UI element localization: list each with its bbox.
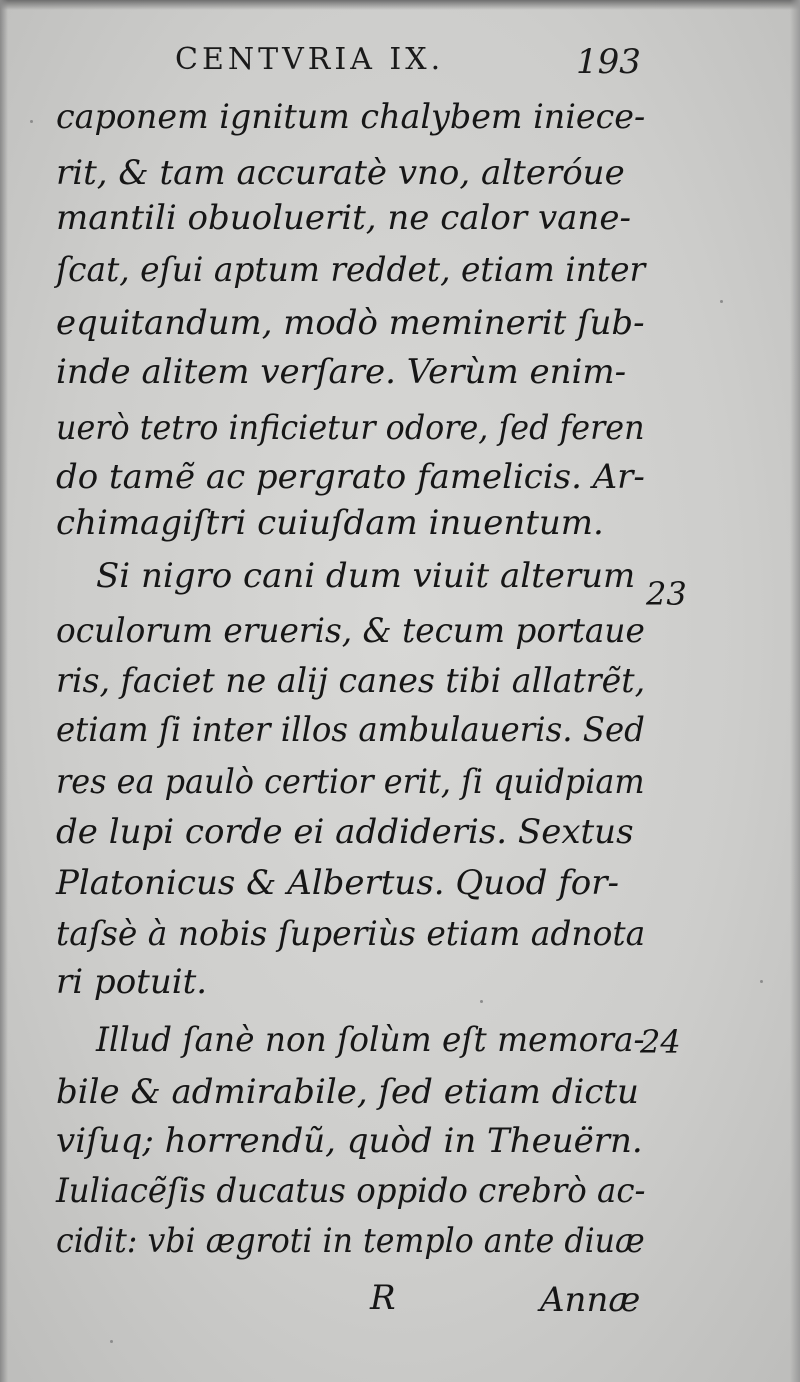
text-line: uerò tetro inficietur odore, ſed feren (56, 408, 645, 448)
paper-speck (720, 300, 723, 303)
text-line: taſsè à nobis ſuperiùs etiam adnota (56, 914, 646, 954)
text-line: caponem ignitum chalybem iniece- (56, 97, 646, 137)
page-shadow-left (0, 0, 8, 1382)
text-line: chimagiſtri cuiuſdam inuentum. (56, 503, 604, 543)
text-line-paragraph-start: Si nigro cani dum viuit alterum (96, 556, 636, 596)
text-line: ris, faciet ne alij canes tibi allatrẽt, (56, 661, 646, 701)
paper-speck (760, 980, 763, 983)
page-shadow-right (790, 0, 800, 1382)
paper-speck (110, 1340, 113, 1343)
text-line-paragraph-start: Illud ſanè non ſolùm eſt memora- (96, 1020, 645, 1060)
text-line: Platonicus & Albertus. Quod for- (56, 863, 619, 903)
text-line: inde alitem verſare. Verùm enim- (56, 352, 627, 392)
catchword: Annæ (540, 1280, 641, 1320)
text-line: viſuq; horrendũ, quòd in Theuërn. (56, 1121, 643, 1161)
text-line: de lupi corde ei addideris. Sextus (56, 812, 634, 852)
text-line: cidit: vbi ægroti in templo ante diuæ (56, 1221, 645, 1261)
text-line: Iuliacẽſis ducatus oppido crebrò ac- (56, 1171, 646, 1211)
text-line: oculorum erueris, & tecum portaue (56, 611, 645, 651)
text-line: res ea paulò certior erit, ſi quidpiam (56, 762, 645, 802)
paper-speck (480, 1000, 483, 1003)
marginal-number: 23 (646, 575, 687, 613)
text-line: etiam ſi inter illos ambulaueris. Sed (56, 710, 645, 750)
text-line: ſcat, eſui aptum reddet, etiam inter (56, 250, 646, 290)
text-line: equitandum, modò meminerit ſub- (56, 303, 645, 343)
text-line: ri potuit. (56, 962, 208, 1002)
page-shadow-top (0, 0, 800, 10)
text-line: mantili obuoluerit, ne calor vane- (56, 198, 631, 238)
paper-speck (30, 120, 33, 123)
signature-mark: R (370, 1278, 396, 1318)
running-head: CENTVRIA IX. (175, 42, 445, 77)
page-number: 193 (576, 42, 641, 82)
text-line: rit, & tam accuratè vno, alteróue (56, 153, 625, 193)
text-line: bile & admirabile, ſed etiam dictu (56, 1072, 639, 1112)
text-line: do tamẽ ac pergrato famelicis. Ar- (56, 457, 645, 497)
marginal-number: 24 (640, 1023, 681, 1061)
